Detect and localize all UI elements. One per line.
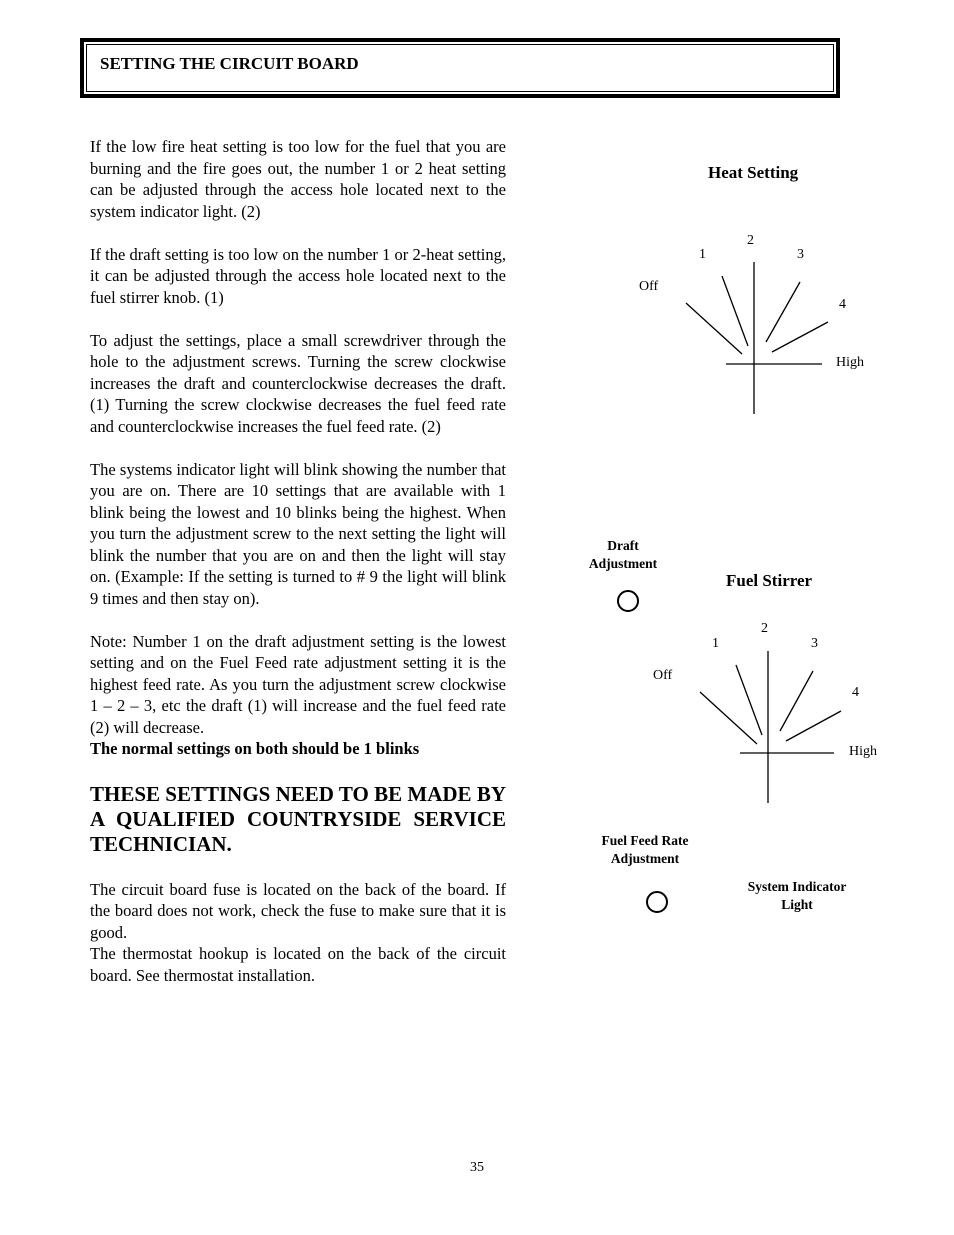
fuel-feed-rate-label-line2: Adjustment <box>610 851 680 866</box>
fuel-stirrer-tick-1 <box>736 665 762 735</box>
fuel-stirrer-label-1: 1 <box>712 636 719 651</box>
fuel-stirrer-title: Fuel Stirrer <box>726 571 813 590</box>
section-title: SETTING THE CIRCUIT BOARD <box>100 54 359 73</box>
fuel-stirrer-label-3: 3 <box>811 636 818 651</box>
paragraph-note: Note: Number 1 on the draft adjustment setting is the lowest setting and on the Fuel Feed rate adjustment setting it is the highest feed rate. As you turn the adjustment screw clockwise 1 – 2 – 3, etc the draft (1) will increase and the fuel feed rate (2) will decrease. <box>90 631 506 737</box>
fuel-stirrer-label-high: High <box>849 744 877 759</box>
system-indicator-label-line1: System Indicator <box>747 879 847 894</box>
fuel-stirrer-label-off: Off <box>653 668 673 683</box>
paragraph-low-fire: If the low fire heat setting is too low for the fuel that you are burning and the fire goes out, the number 1 or 2 heat setting can be adjusted through the access hole located next to the system indicator light. (2) <box>90 137 506 221</box>
paragraph-adjust-settings: To adjust the settings, place a small screwdriver through the hole to the adjustment screws. Turning the screw clockwise increases the draft and counterclockwise decreases the draft. (1) Turning the screw clockwise decreases the fuel feed rate and counterclockwise increases the fuel feed rate. (2) <box>90 330 506 436</box>
draft-adjustment-label-line2: Adjustment <box>588 556 658 571</box>
paragraph-fuse: The circuit board fuse is located on the back of the board. If the board does not work, check the fuse to make sure that it is good. <box>90 879 506 942</box>
heat-setting-label-off: Off <box>639 279 659 294</box>
technician-warning: THESE SETTINGS NEED TO BE MADE BY A QUALIFIED COUNTRYSIDE SERVICE TECHNICIAN. <box>90 781 506 856</box>
page-number: 35 <box>470 1160 484 1175</box>
fuel-stirrer-tick-3 <box>780 671 813 731</box>
heat-setting-title: Heat Setting <box>708 163 799 182</box>
paragraph-thermostat: The thermostat hookup is located on the back of the circuit board. See thermostat installation. <box>90 944 506 985</box>
heat-setting-label-3: 3 <box>797 247 804 262</box>
normal-settings-note: The normal settings on both should be 1 blinks <box>90 739 420 758</box>
fuel-stirrer-label-4: 4 <box>852 685 859 700</box>
heat-setting-label-high: High <box>836 355 864 370</box>
paragraph-indicator-light: The systems indicator light will blink showing the number that you are on. There are 10 settings that are available with 1 blink being the lowest and 10 blinks being the highest. When you turn the adjustment screw to the next setting the light will blink the number that you are on and then the light will stay on. (Example: If the setting is turned to # 9 the light will blink 9 times and then stay on). <box>90 459 506 608</box>
fuel-feed-rate-label <box>588 832 702 868</box>
fuel-feed-rate-label-line1: Fuel Feed Rate <box>601 833 689 848</box>
paragraph-draft-setting: If the draft setting is too low on the number 1 or 2-heat setting, it can be adjusted through the access hole located next to the fuel stirrer knob. (1) <box>90 244 506 307</box>
system-indicator-light-label <box>734 878 860 914</box>
heat-setting-label-1: 1 <box>699 247 706 262</box>
fuel-stirrer-tick-4 <box>786 711 841 741</box>
system-indicator-label-line2: Light <box>781 897 813 912</box>
draft-adjustment-label-line1: Draft <box>607 538 639 553</box>
fuel-feed-rate-hole-icon <box>646 891 668 913</box>
fuel-stirrer-label-2: 2 <box>761 621 768 636</box>
heat-setting-label-4: 4 <box>839 297 846 312</box>
heat-setting-label-2: 2 <box>747 233 754 248</box>
